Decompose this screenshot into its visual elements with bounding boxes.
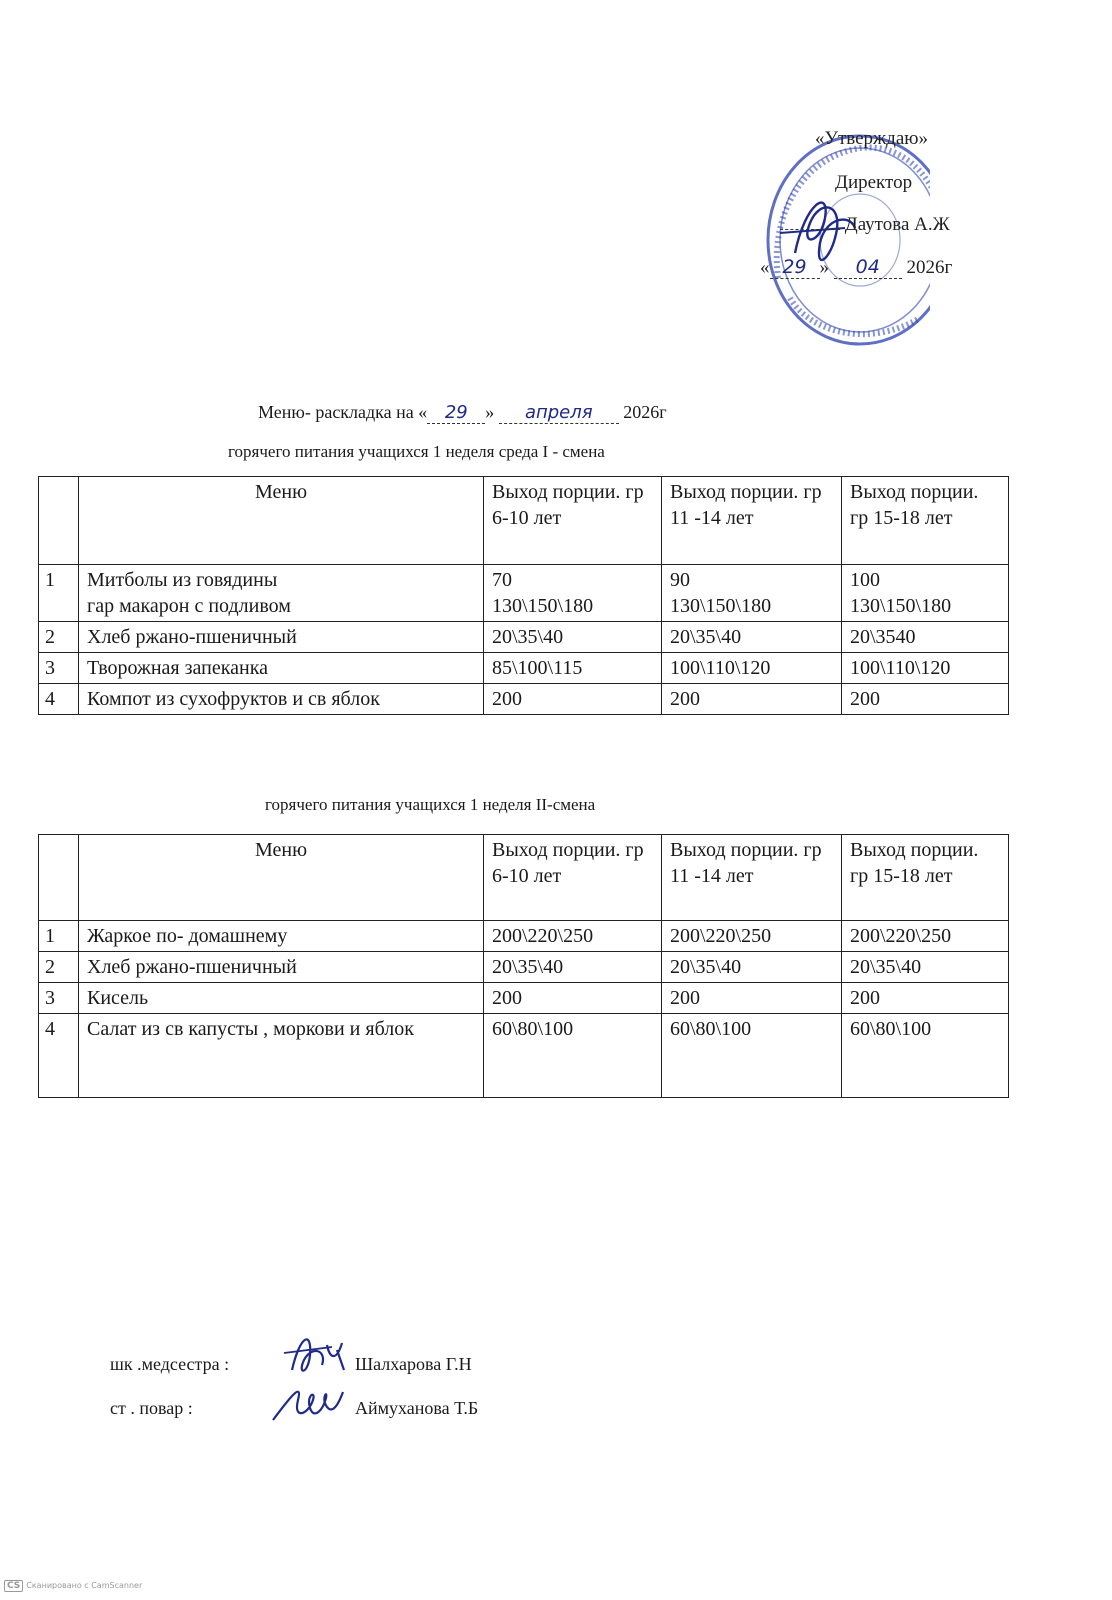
shift1-subtitle: горячего питания учащихся 1 неделя среда I - смена xyxy=(228,442,605,461)
row-number: 2 xyxy=(39,952,79,983)
table-row xyxy=(39,921,1009,952)
portion-6-10: 20\35\40 xyxy=(484,952,662,983)
dish-name: Творожная запеканка xyxy=(79,653,484,684)
portion-11-14: 20\35\40 xyxy=(662,952,842,983)
portion-6-10: 70 130\150\180 xyxy=(484,565,662,622)
dish-name: Кисель xyxy=(79,983,484,1014)
portion-6-10: 200 xyxy=(484,684,662,715)
row-number: 2 xyxy=(39,622,79,653)
col-num xyxy=(39,835,79,921)
dish-name: Хлеб ржано-пшеничный xyxy=(79,622,484,653)
dish-name: Салат из св капусты , моркови и яблок xyxy=(79,1014,484,1098)
table-row xyxy=(39,1014,1009,1098)
portion-15-18: 60\80\100 xyxy=(842,1014,1009,1098)
approval-date-day: 29 xyxy=(770,256,820,279)
approval-title: «Утверждаю» xyxy=(815,128,928,149)
col-age-11-14: Выход порции. гр 11 -14 лет xyxy=(662,835,842,921)
nurse-name: Шалхарова Г.Н xyxy=(355,1354,472,1374)
portion-6-10: 85\100\115 xyxy=(484,653,662,684)
portion-15-18: 100 130\150\180 xyxy=(842,565,1009,622)
scanner-text: Сканировано с CamScanner xyxy=(26,1581,143,1590)
table-row xyxy=(39,622,1009,653)
portion-15-18: 200\220\250 xyxy=(842,921,1009,952)
scanner-watermark xyxy=(4,1580,142,1592)
shift1-table xyxy=(38,476,1009,715)
portion-11-14: 100\110\120 xyxy=(662,653,842,684)
portion-6-10: 200\220\250 xyxy=(484,921,662,952)
col-age-6-10: Выход порции. гр 6-10 лет xyxy=(484,835,662,921)
cook-role: ст . повар : xyxy=(110,1398,193,1418)
table-header-row xyxy=(39,477,1009,565)
table-row xyxy=(39,684,1009,715)
col-num xyxy=(39,477,79,565)
table-row xyxy=(39,653,1009,684)
title-year: 2026г xyxy=(623,402,667,422)
dish-name: Компот из сухофруктов и св яблок xyxy=(79,684,484,715)
row-number: 3 xyxy=(39,983,79,1014)
portion-6-10: 60\80\100 xyxy=(484,1014,662,1098)
portion-11-14: 200 xyxy=(662,983,842,1014)
col-age-6-10: Выход порции. гр 6-10 лет xyxy=(484,477,662,565)
row-number: 3 xyxy=(39,653,79,684)
approval-position: Директор xyxy=(835,172,913,193)
approval-date-year: 2026г xyxy=(906,257,953,278)
dish-name: Митболы из говядины гар макарон с подливом xyxy=(79,565,484,622)
table-header-row xyxy=(39,835,1009,921)
portion-11-14: 20\35\40 xyxy=(662,622,842,653)
row-number: 4 xyxy=(39,684,79,715)
table-row xyxy=(39,952,1009,983)
approval-date-month: 04 xyxy=(834,256,902,279)
title-date-day: 29 xyxy=(427,402,485,424)
portion-15-18: 200 xyxy=(842,983,1009,1014)
portion-11-14: 200 xyxy=(662,684,842,715)
row-number: 1 xyxy=(39,565,79,622)
portion-15-18: 20\3540 xyxy=(842,622,1009,653)
approval-name: Даутова А.Ж xyxy=(844,214,950,235)
menu-title: Меню- раскладка на « 29 » апреля 2026г xyxy=(258,402,667,423)
dish-name: Жаркое по- домашнему xyxy=(79,921,484,952)
approval-block xyxy=(760,128,1010,368)
portion-15-18: 200 xyxy=(842,684,1009,715)
dish-name: Хлеб ржано-пшеничный xyxy=(79,952,484,983)
portion-11-14: 90 130\150\180 xyxy=(662,565,842,622)
shift2-table xyxy=(38,834,1009,1098)
approval-date: « 29 » 04 2026г xyxy=(760,256,953,278)
nurse-role: шк .медсестра : xyxy=(110,1354,230,1374)
portion-6-10: 20\35\40 xyxy=(484,622,662,653)
title-prefix: Меню- раскладка на xyxy=(258,402,414,422)
col-age-11-14: Выход порции. гр 11 -14 лет xyxy=(662,477,842,565)
col-age-15-18: Выход порции. гр 15-18 лет xyxy=(842,835,1009,921)
portion-15-18: 20\35\40 xyxy=(842,952,1009,983)
title-date-month: апреля xyxy=(499,402,619,424)
cook-signature xyxy=(268,1370,348,1430)
cook-name: Аймуханова Т.Б xyxy=(355,1398,479,1418)
row-number: 1 xyxy=(39,921,79,952)
portion-11-14: 200\220\250 xyxy=(662,921,842,952)
table-row xyxy=(39,565,1009,622)
col-menu: Меню xyxy=(79,477,484,565)
portion-6-10: 200 xyxy=(484,983,662,1014)
row-number: 4 xyxy=(39,1014,79,1098)
col-menu: Меню xyxy=(79,835,484,921)
portion-15-18: 100\110\120 xyxy=(842,653,1009,684)
portion-11-14: 60\80\100 xyxy=(662,1014,842,1098)
scanner-badge: CS xyxy=(4,1580,23,1592)
approval-name-line xyxy=(780,214,950,236)
col-age-15-18: Выход порции. гр 15-18 лет xyxy=(842,477,1009,565)
shift2-subtitle: горячего питания учащихся 1 неделя II-смена xyxy=(265,795,596,814)
table-row xyxy=(39,983,1009,1014)
